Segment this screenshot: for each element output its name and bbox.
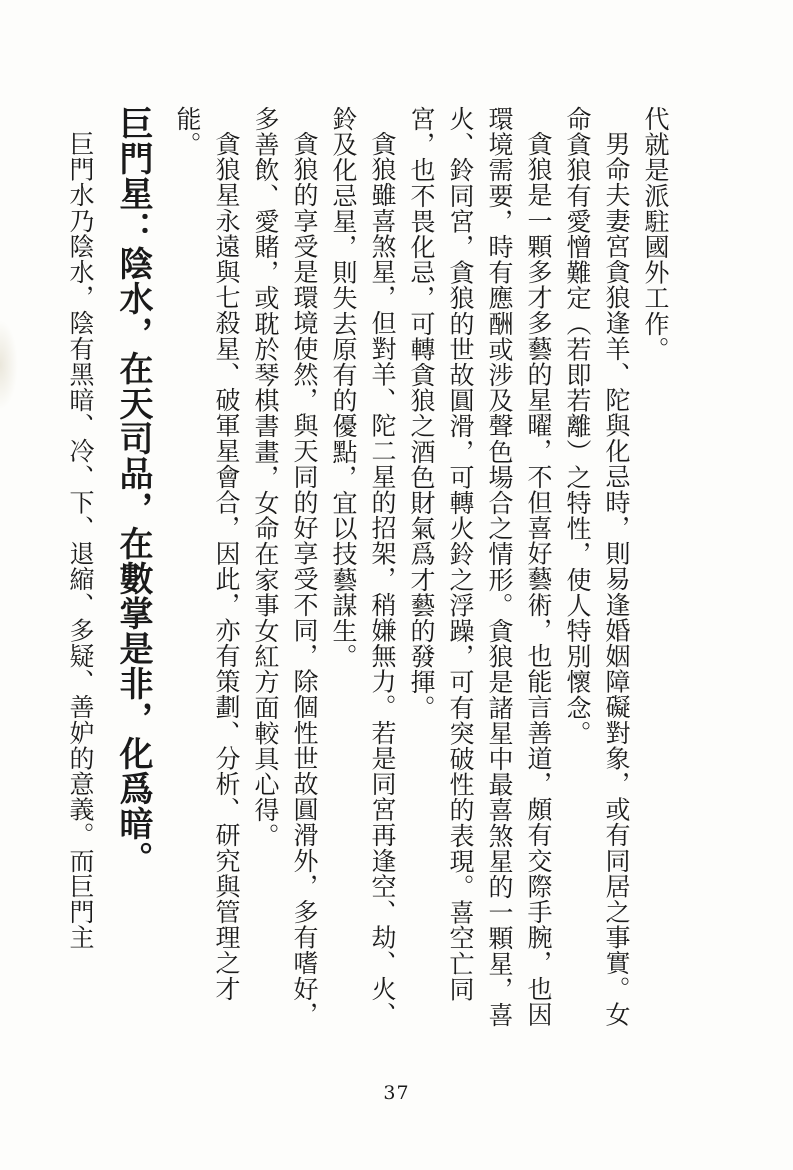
paragraph-1: 代就是派駐國外工作。 bbox=[641, 106, 670, 362]
page-edge-stain bbox=[0, 320, 18, 410]
paragraph-6: 貪狼星永遠與七殺星、破軍星會合，因此，亦有策劃、分析、研究與管理之才能。 bbox=[173, 106, 241, 1002]
paragraph-5: 貪狼的享受是環境使然，與天同的好享受不同，除個性世故圓滑外，多有嗜好，多善飲、愛賭，或耽於琴棋書畫，女命在家事女紅方面較具心得。 bbox=[251, 106, 319, 1027]
paragraph-3: 貪狼是一顆多才多藝的星曜，不但喜好藝術，也能言善道，頗有交際手腕，也因環境需要，時有應酬或涉及聲色場合之情形。貪狼是諸星中最喜煞星的一顆星，喜火、鈴同宮，貪狼的世故圓滑，可轉火鈴之浮躁，可有突破性的表現。喜空亡同宮，也不畏化忌，可轉貪狼之酒色財氣爲才藝的發揮。 bbox=[407, 106, 553, 1028]
vertical-text-body bbox=[61, 106, 675, 1046]
paragraph-7: 巨門水乃陰水，陰有黑暗、冷、下、退縮、多疑、善妒的意義。而巨門主 bbox=[66, 131, 95, 951]
section-heading: 巨門星：陰水，在天司品，在數掌是非，化爲暗。 bbox=[113, 106, 153, 876]
page-number: 37 bbox=[383, 1082, 410, 1104]
paragraph-4: 貪狼雖喜煞星，但對羊、陀二星的招架，稍嫌無力。若是同宮再逢空、劫、火、鈴及化忌星，則失去原有的優點，宜以技藝謀生。 bbox=[329, 106, 397, 1027]
paragraph-2: 男命夫妻宮貪狼逢羊、陀與化忌時，則易逢婚姻障礙對象，或有同居之事實。女命貪狼有愛憎難定（若即若離）之特性，使人特別懷念。 bbox=[563, 106, 631, 1027]
